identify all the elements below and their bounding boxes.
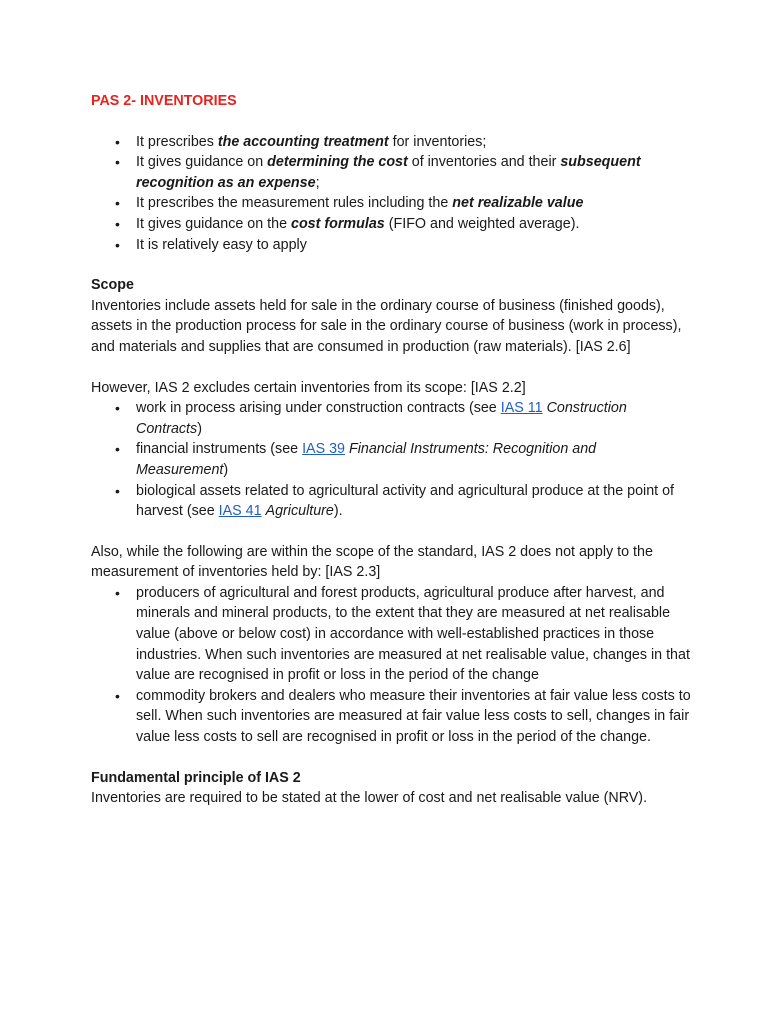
text: It is relatively easy to apply <box>136 236 307 253</box>
emphasis: determining the cost <box>267 154 408 171</box>
measurement-exemption-list <box>91 583 691 748</box>
text: of inventories and their <box>407 154 561 171</box>
measurement-exemption-intro: Also, while the following are within the scope of the standard, IAS 2 does not apply to the measurement of inventories held by: [IAS 2.3] <box>91 543 653 581</box>
text: It gives guidance on <box>136 154 268 171</box>
principle-heading: Fundamental principle of IAS 2 <box>91 769 301 786</box>
emphasis: net realizable value <box>452 195 584 212</box>
text: for inventories; <box>388 133 487 150</box>
text: ; <box>315 174 320 191</box>
emphasis: the accounting treatment <box>217 133 389 150</box>
text: ). <box>333 503 343 520</box>
text: biological assets related to agricultural activity and agricultural produce at the point of harvest (see <box>136 482 675 520</box>
ias-41-link[interactable]: IAS 41 <box>218 503 262 520</box>
text: ) <box>197 420 202 437</box>
text: work in process arising under construction contracts (see <box>136 400 501 417</box>
list-item <box>136 439 691 480</box>
list-item <box>136 152 691 193</box>
emphasis: cost formulas <box>291 215 385 232</box>
text: financial instruments (see <box>136 441 303 458</box>
list-item <box>136 235 691 256</box>
ias-39-link[interactable]: IAS 39 <box>302 441 345 458</box>
ias-11-link[interactable]: IAS 11 <box>500 400 543 417</box>
document-page <box>91 91 691 809</box>
exclusions-intro: However, IAS 2 excludes certain inventories from its scope: [IAS 2.2] <box>91 379 526 396</box>
text: It gives guidance on the <box>136 215 291 232</box>
standard-name: Construction Contracts <box>136 400 627 437</box>
list-item: • producers of agricultural and forest products, agricultural produce after harvest, and minerals and mineral products, to the extent that they are measured at net realisable value (above or below cost) in accordance with well-established practices in those industries. When such inventories are measured at net realisable value, changes in that value are recognised in profit or loss in the period of the change <box>136 583 691 686</box>
list-item <box>136 214 691 235</box>
scope-heading: Scope <box>91 277 134 294</box>
text: ) <box>223 461 229 478</box>
text: It prescribes <box>136 133 218 150</box>
text: It prescribes the measurement rules including the <box>136 195 453 212</box>
emphasis: subsequent recognition as an expense <box>136 154 641 191</box>
intro-bullet-list <box>91 132 691 256</box>
exclusions-list <box>91 398 691 522</box>
principle-paragraph: Inventories are required to be stated at the lower of cost and net realisable value (NRV). <box>91 790 648 807</box>
list-item <box>136 132 691 153</box>
page-title: PAS 2- INVENTORIES <box>91 93 237 109</box>
list-item <box>136 193 691 214</box>
list-item <box>136 481 691 522</box>
list-item <box>136 398 691 439</box>
list-item: • commodity brokers and dealers who measure their inventories at fair value less costs to sell. When such inventories are measured at fair value less costs to sell, changes in fair value less costs to sell are recognised in profit or loss in the period of the change. <box>136 686 691 748</box>
standard-name: Agriculture <box>265 503 334 520</box>
standard-name: Financial Instruments: Recognition and Measurement <box>136 441 597 478</box>
text: (FIFO and weighted average). <box>384 215 580 232</box>
scope-paragraph: Inventories include assets held for sale in the ordinary course of business (finished goods), assets in the production process for sale in the ordinary course of business (work in process), and materials and supplies that are consumed in production (raw materials). [IAS 2.6] <box>91 297 682 355</box>
